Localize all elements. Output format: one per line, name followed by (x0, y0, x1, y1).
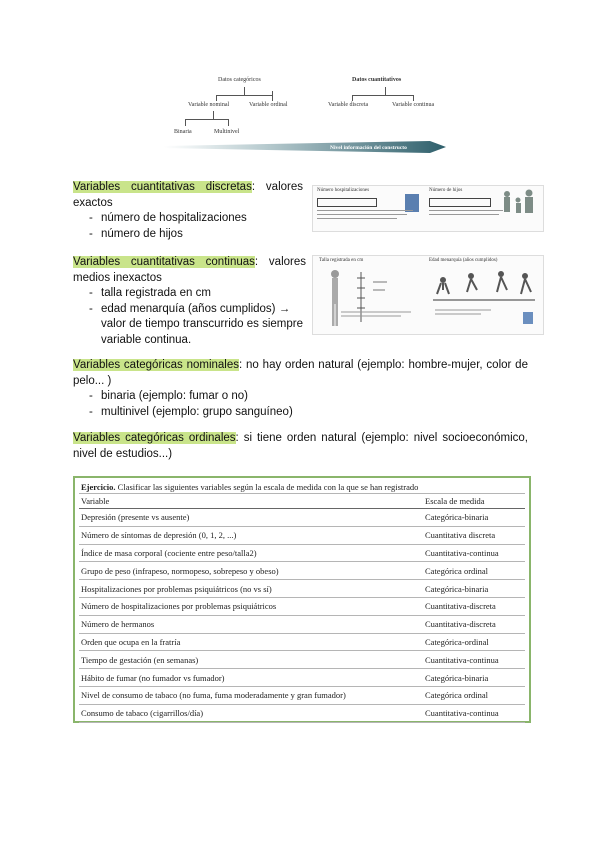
table-cell: Nivel de consumo de tabaco (no fuma, fuma moderadamente y gran fumador) (79, 686, 423, 704)
table-cell: Número de síntomas de depresión (0, 1, 2, ...) (79, 526, 423, 544)
table-cell: Categórica-binaria (423, 669, 525, 687)
table-cell: Categórica-binaria (423, 509, 525, 527)
discretas-text: : valores exactos (73, 181, 303, 209)
discretas-heading: Variables cuantitativas discretas (73, 181, 252, 193)
table-row (79, 509, 525, 527)
list-item: - talla registrada en cm (73, 286, 306, 302)
section-discretas (73, 180, 303, 242)
table-cell: Orden que ocupa en la fratría (79, 633, 423, 651)
ordinales-text: : si tiene orden natural (ejemplo: nivel socioeconómico, nivel de estudios...) (73, 432, 528, 460)
family-icon (499, 188, 539, 214)
continuas-left-title: Talla registrada en cm (319, 258, 364, 263)
continuas-figure (312, 255, 544, 335)
table-cell: Número de hermanos (79, 615, 423, 633)
table-row (79, 544, 525, 562)
list-item: - edad menarquía (años cumplidos) → valor de tiempo transcurrido es siempre variable continua. (73, 302, 306, 349)
exercise-table (79, 480, 525, 723)
ordinales-heading: Variables categóricas ordinales (73, 432, 236, 444)
continuas-text: : valores medios inexactos (73, 256, 306, 284)
table-title: Ejercicio. Clasificar las siguientes variables según la escala de medida con la que se han registrado (79, 480, 525, 494)
table-cell: Hospitalizaciones por problemas psiquiátricos (no vs sí) (79, 580, 423, 598)
table-cell: Categórica ordinal (423, 562, 525, 580)
table-cell: Categórica-binaria (423, 580, 525, 598)
arrow-label: Nivel información del constructo (330, 145, 407, 151)
table-row (79, 526, 525, 544)
discretas-figure (312, 185, 544, 232)
age-timeline-icon (431, 266, 539, 330)
table-cell: Cuantitativa-discreta (423, 615, 525, 633)
table-cell: Categórica-ordinal (423, 633, 525, 651)
table-header-escala: Escala de medida (423, 494, 525, 509)
list-item: - multinivel (ejemplo: grupo sanguíneo) (73, 405, 528, 421)
section-ordinales (73, 431, 528, 462)
table-cell: Cuantitativa-continua (423, 544, 525, 562)
table-row (79, 669, 525, 687)
diagram-multinivel: Multinivel (214, 129, 240, 135)
diagram-continua: Variable continua (392, 102, 435, 108)
discretas-right-title: Número de hijos (429, 188, 463, 193)
table-cell: Depresión (presente vs ausente) (79, 509, 423, 527)
diagram-ordinal: Variable ordinal (249, 102, 288, 108)
diagram-categoricos: Datos categóricos (218, 77, 261, 83)
table-row (79, 562, 525, 580)
table-cell: Cuantitativa discreta (423, 526, 525, 544)
table-cell: Cuantitativa-discreta (423, 597, 525, 615)
table-cell: Tiempo de gestación (en semanas) (79, 651, 423, 669)
height-measure-icon (321, 266, 421, 330)
section-nominales (73, 358, 528, 420)
list-item: - binaria (ejemplo: fumar o no) (73, 389, 528, 405)
table-cell: Grupo de peso (infrapeso, normopeso, sobrepeso y obeso) (79, 562, 423, 580)
exercise-table-box (73, 476, 531, 723)
section-continuas (73, 255, 306, 348)
discretas-left-title: Número hospitalizaciones (317, 188, 370, 193)
diagram-discreta: Variable discreta (328, 102, 369, 108)
diagram-nominal: Variable nominal (188, 102, 230, 108)
table-cell: Cuantitativa-continua (423, 704, 525, 722)
table-cell: Número de hospitalizaciones por problemas psiquiátricos (79, 597, 423, 615)
table-row (79, 615, 525, 633)
table-cell: Consumo de tabaco (cigarrillos/día) (79, 704, 423, 722)
table-row (79, 651, 525, 669)
table-cell: Cuantitativa-continua (423, 651, 525, 669)
table-cell: Índice de masa corporal (cociente entre peso/talla2) (79, 544, 423, 562)
table-header-variable: Variable (79, 494, 423, 509)
continuas-heading: Variables cuantitativas continuas (73, 256, 255, 268)
table-row (79, 580, 525, 598)
table-row (79, 686, 525, 704)
table-cell: Categórica ordinal (423, 686, 525, 704)
table-row (79, 704, 525, 722)
diagram-binaria: Binaria (174, 129, 192, 135)
table-row (79, 633, 525, 651)
list-item: - número de hospitalizaciones (73, 211, 303, 227)
nominales-heading: Variables categóricas nominales (73, 359, 239, 371)
nominales-text: : no hay orden natural (ejemplo: hombre-mujer, color de pelo... ) (73, 359, 528, 387)
list-item: - número de hijos (73, 227, 303, 243)
table-row (79, 597, 525, 615)
diagram-cuantitativos: Datos cuantitativos (352, 77, 402, 83)
table-cell: Hábito de fumar (no fumador vs fumador) (79, 669, 423, 687)
continuas-right-title: Edad menarquía (años cumplidos) (429, 258, 498, 263)
